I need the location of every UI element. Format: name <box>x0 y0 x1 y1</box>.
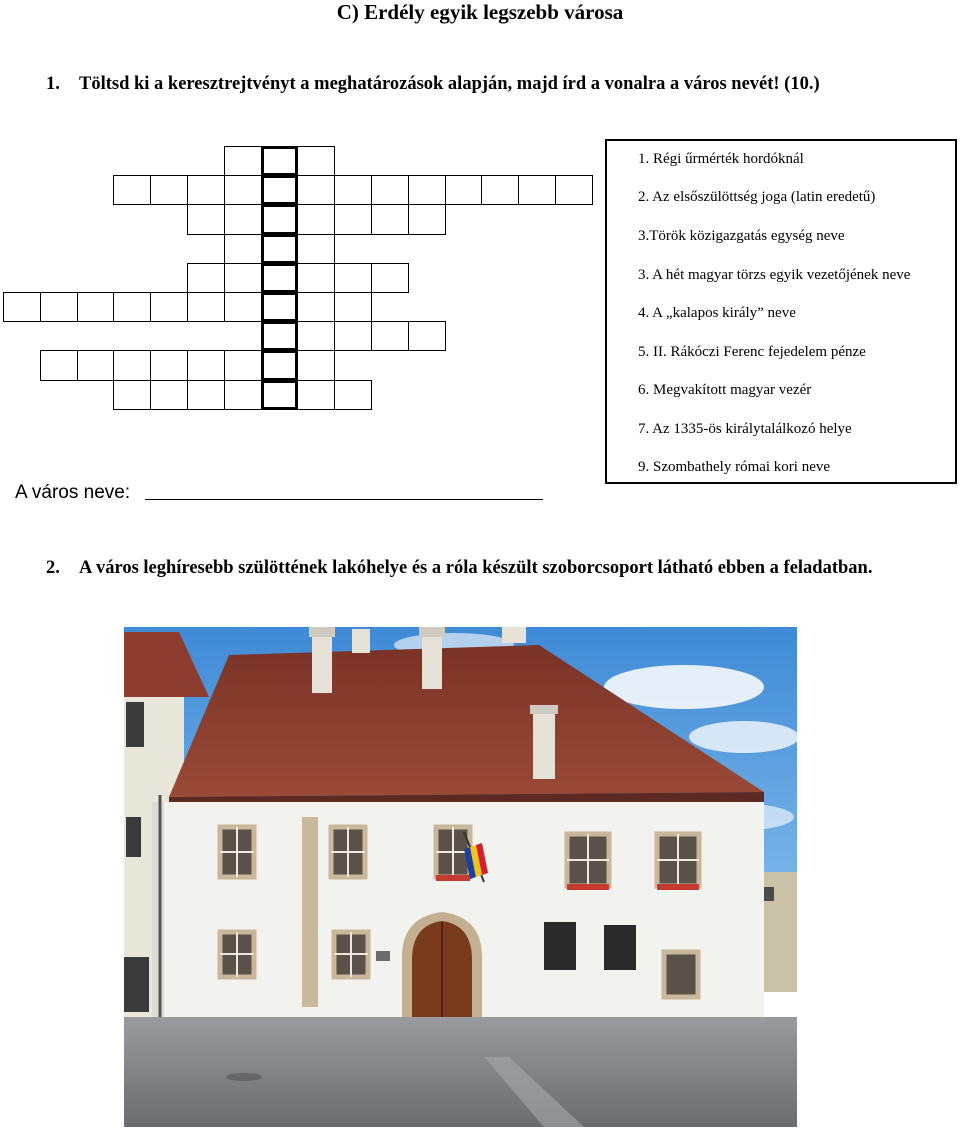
task-1-number: 1. <box>46 74 60 94</box>
clue-4: 3. A hét magyar törzs egyik vezetőjének neve <box>638 267 911 283</box>
crossword-cell[interactable] <box>187 263 225 293</box>
crossword-cell[interactable] <box>297 175 335 205</box>
house-photo <box>124 627 797 1127</box>
crossword-cell[interactable] <box>224 263 262 293</box>
crossword-solution-cell[interactable] <box>261 292 299 322</box>
crossword-cell[interactable] <box>371 263 409 293</box>
crossword-cell[interactable] <box>297 146 335 176</box>
crossword-cell[interactable] <box>297 380 335 410</box>
crossword-cell[interactable] <box>150 292 188 322</box>
crossword-cell[interactable] <box>113 350 151 380</box>
crossword-solution-cell[interactable] <box>261 380 299 410</box>
crossword-cell[interactable] <box>77 350 115 380</box>
crossword-cell[interactable] <box>408 204 446 234</box>
crossword-cell[interactable] <box>187 292 225 322</box>
crossword-cell[interactable] <box>297 234 335 264</box>
crossword-cell[interactable] <box>334 204 372 234</box>
crossword-cell[interactable] <box>224 292 262 322</box>
cobblestone-square <box>124 1017 797 1127</box>
clue-3: 3.Török közigazgatás egység neve <box>638 228 845 244</box>
crossword-cell[interactable] <box>445 175 483 205</box>
crossword-cell[interactable] <box>224 146 262 176</box>
clue-box <box>605 139 957 484</box>
crossword-cell[interactable] <box>334 292 372 322</box>
crossword-cell[interactable] <box>371 204 409 234</box>
crossword-cell[interactable] <box>224 234 262 264</box>
crossword-cell[interactable] <box>224 175 262 205</box>
crossword-cell[interactable] <box>334 321 372 351</box>
crossword-cell[interactable] <box>187 204 225 234</box>
crossword-cell[interactable] <box>113 175 151 205</box>
crossword-cell[interactable] <box>297 263 335 293</box>
task-2-text: A város leghíresebb szülöttének lakóhelye és a róla készült szoborcsoport látható ebben a feladatban. <box>79 558 873 578</box>
clue-2: 2. Az elsőszülöttség joga (latin eredetű) <box>638 189 876 205</box>
crossword-solution-cell[interactable] <box>261 234 299 264</box>
crossword-cell[interactable] <box>113 292 151 322</box>
crossword-cell[interactable] <box>518 175 556 205</box>
clue-6: 5. II. Rákóczi Ferenc fejedelem pénze <box>638 344 866 360</box>
crossword-solution-cell[interactable] <box>261 263 299 293</box>
crossword-cell[interactable] <box>40 292 78 322</box>
crossword-solution-cell[interactable] <box>261 350 299 380</box>
crossword-cell[interactable] <box>150 175 188 205</box>
crossword-cell[interactable] <box>224 350 262 380</box>
crossword-solution-cell[interactable] <box>261 146 299 176</box>
crossword-grid <box>0 0 600 420</box>
crossword-cell[interactable] <box>297 292 335 322</box>
crossword-cell[interactable] <box>297 350 335 380</box>
crossword-cell[interactable] <box>334 380 372 410</box>
crossword-solution-cell[interactable] <box>261 321 299 351</box>
clue-9: 9. Szombathely római kori neve <box>638 459 831 475</box>
crossword-cell[interactable] <box>113 380 151 410</box>
task-2-number: 2. <box>46 558 60 578</box>
crossword-cell[interactable] <box>408 175 446 205</box>
crossword-cell[interactable] <box>297 321 335 351</box>
crossword-cell[interactable] <box>150 380 188 410</box>
crossword-solution-cell[interactable] <box>261 204 299 234</box>
crossword-cell[interactable] <box>371 321 409 351</box>
clue-7: 6. Megvakított magyar vezér <box>638 382 812 398</box>
city-name-answer-line[interactable] <box>145 499 543 500</box>
task-2-instruction <box>46 557 926 603</box>
crossword-cell[interactable] <box>150 350 188 380</box>
crossword-cell[interactable] <box>334 263 372 293</box>
crossword-cell[interactable] <box>3 292 41 322</box>
crossword-cell[interactable] <box>408 321 446 351</box>
crossword-cell[interactable] <box>77 292 115 322</box>
section-title: C) Erdély egyik legszebb városa <box>336 0 624 24</box>
crossword-cell[interactable] <box>40 350 78 380</box>
crossword-cell[interactable] <box>334 175 372 205</box>
crossword-cell[interactable] <box>224 380 262 410</box>
clue-5: 4. A „kalapos király” neve <box>638 305 796 321</box>
clue-8: 7. Az 1335-ös királytalálkozó helye <box>638 421 852 437</box>
crossword-cell[interactable] <box>371 175 409 205</box>
city-name-label: A város neve: <box>15 482 131 503</box>
crossword-cell[interactable] <box>187 350 225 380</box>
crossword-cell[interactable] <box>297 204 335 234</box>
clue-1: 1. Régi űrmérték hordóknál <box>638 151 804 167</box>
crossword-cell[interactable] <box>224 204 262 234</box>
crossword-cell[interactable] <box>481 175 519 205</box>
crossword-cell[interactable] <box>187 380 225 410</box>
crossword-solution-cell[interactable] <box>261 175 299 205</box>
task-1-text: Töltsd ki a keresztrejtvényt a meghatározások alapján, majd írd a vonalra a város nevét! (10.) <box>79 74 820 94</box>
crossword-cell[interactable] <box>187 175 225 205</box>
crossword-cell[interactable] <box>555 175 593 205</box>
